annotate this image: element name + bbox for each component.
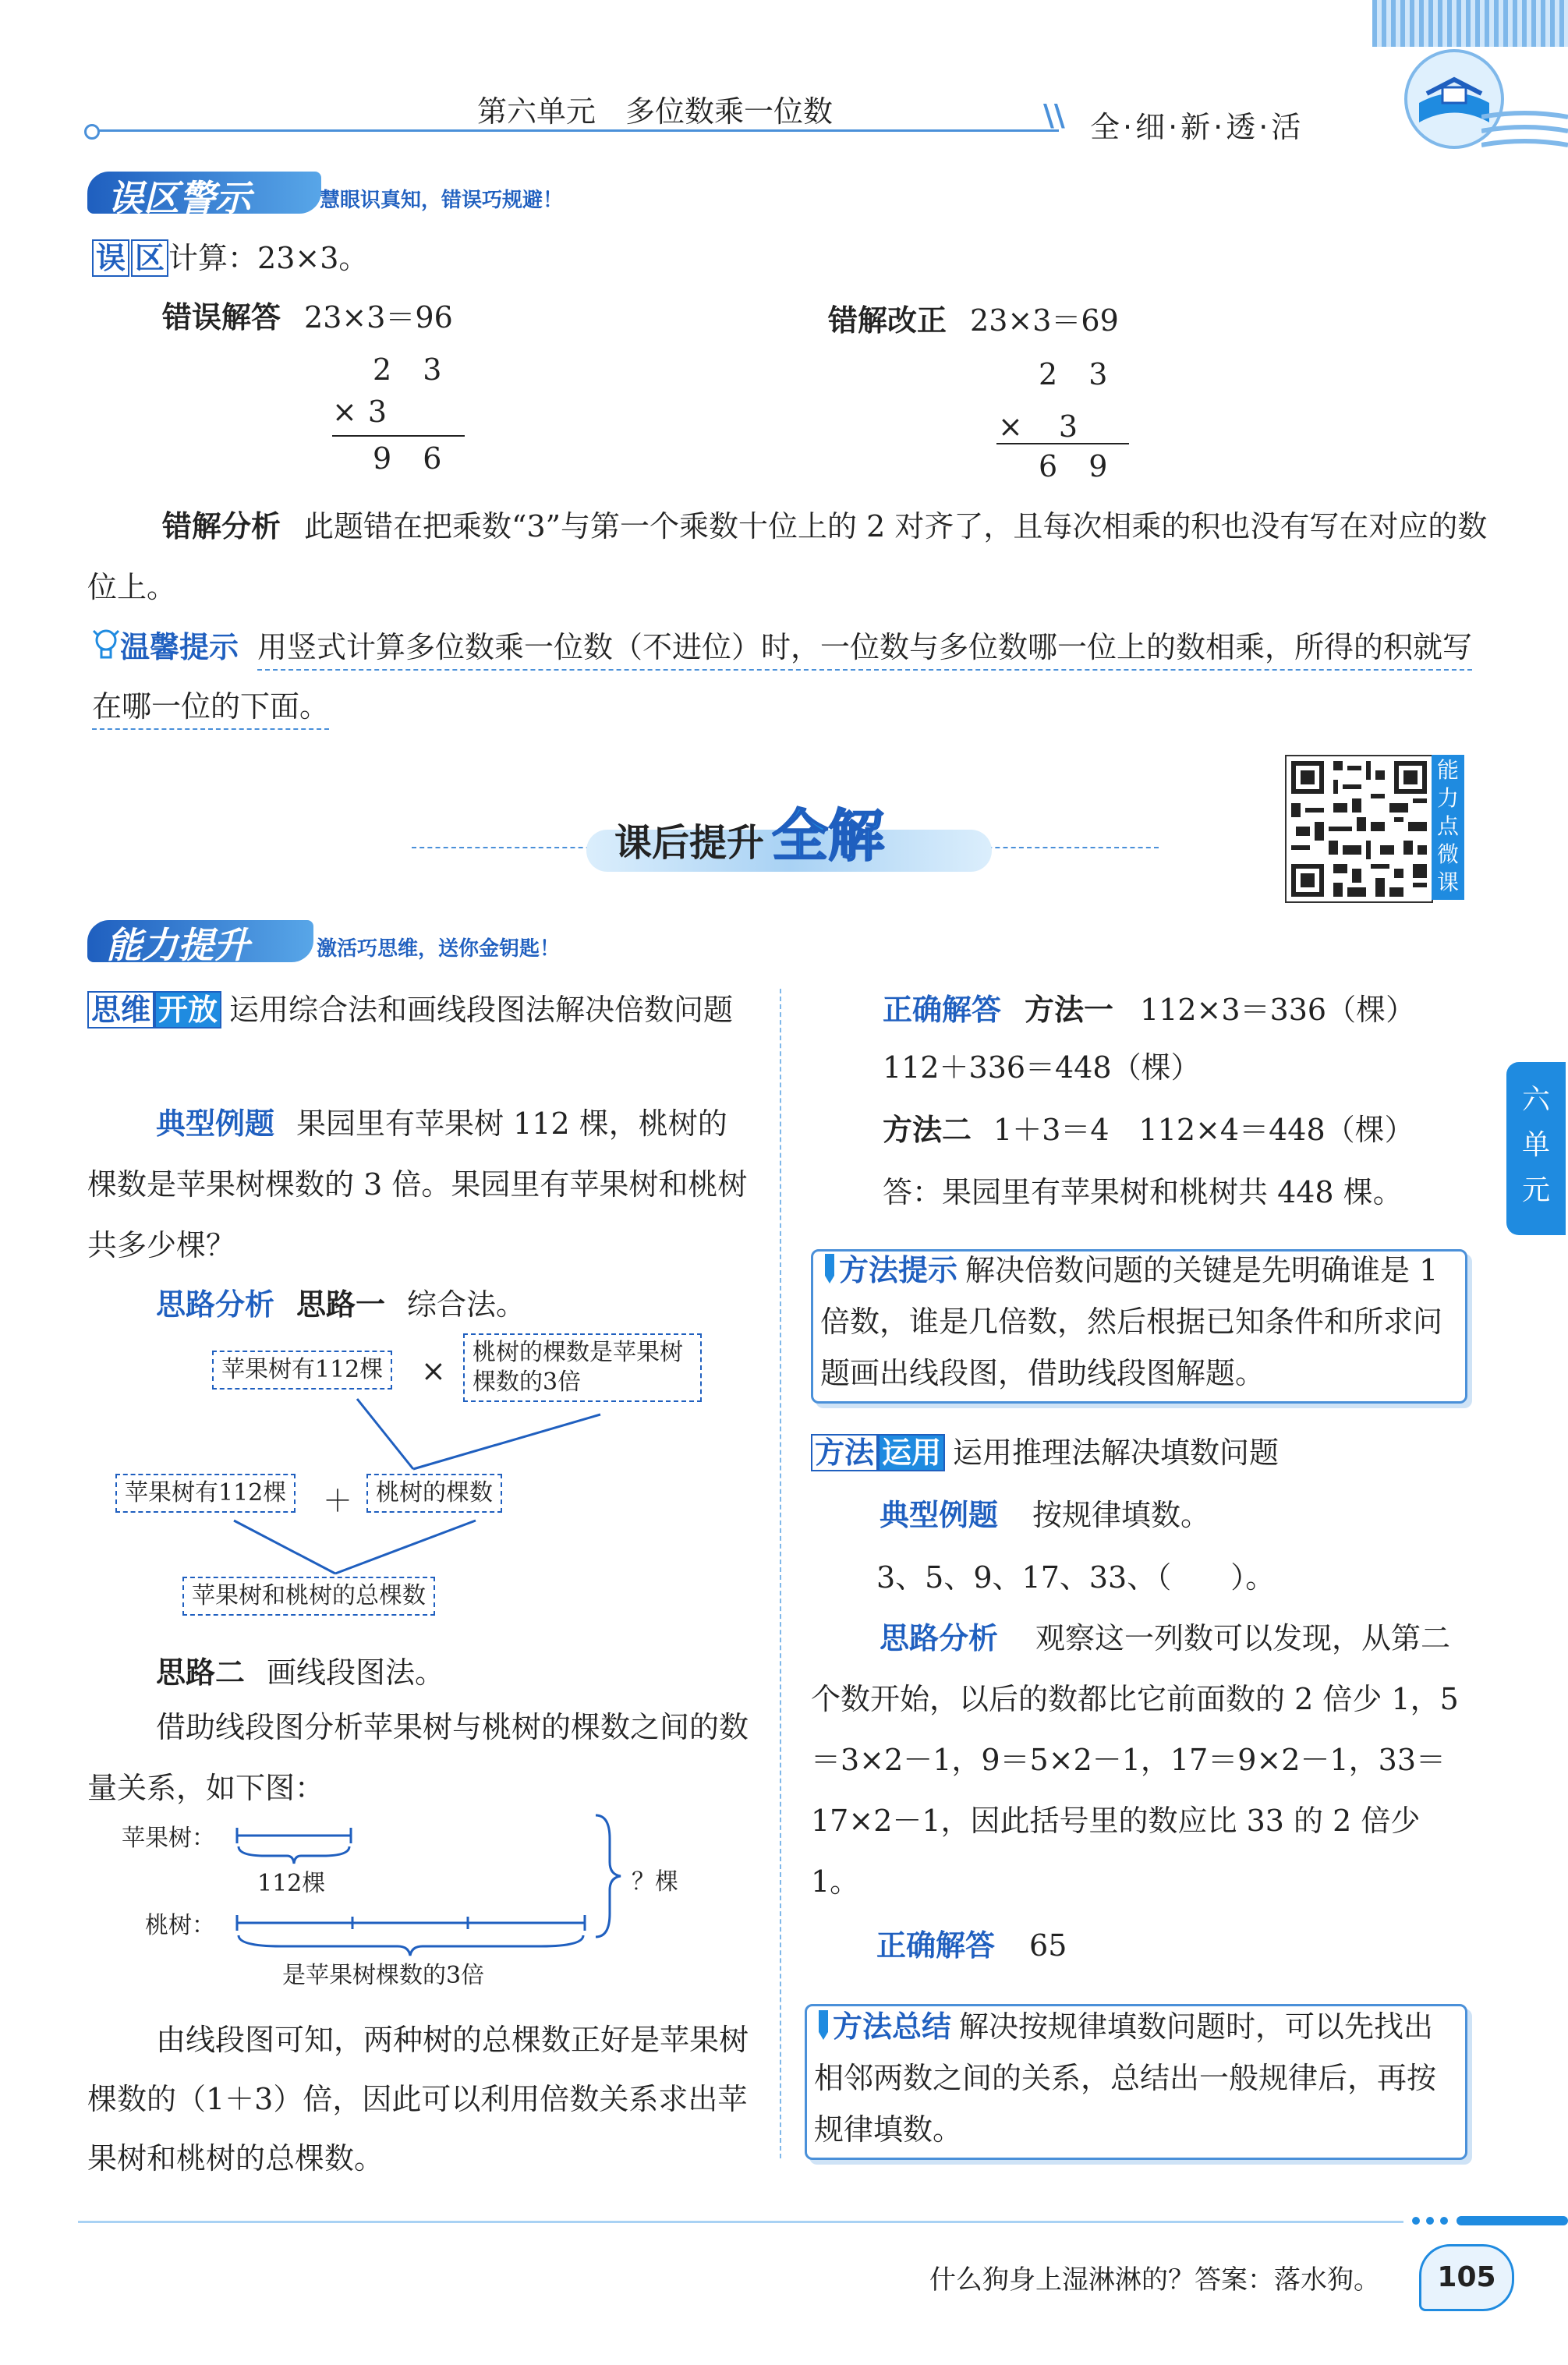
mistake-logo-title: 误区警示 [108, 177, 251, 219]
warm-tip-label: 温馨提示 [120, 630, 239, 664]
right-example-label: 典型例题 [880, 1498, 999, 1532]
segment-apple-value: 112棵 [257, 1870, 326, 1897]
number-sequence: 3、5、9、17、33、（ ）。 [876, 1560, 1276, 1595]
summary-text: 解决按规律填数问题时，可以先找出相邻两数之间的关系，总结出一般规律后，再按规律填数。 [814, 2009, 1437, 2147]
correct-answer-equation: 23×3＝69 [970, 303, 1119, 338]
qr-label-char: 点 [1436, 813, 1459, 839]
left-heading [87, 979, 750, 1040]
banner-line-right [979, 847, 1159, 848]
header-rule-dot [84, 124, 100, 140]
idea1-label: 思路一 [296, 1287, 386, 1322]
method1-label: 方法一 [1025, 993, 1114, 1027]
header-stripe [1372, 0, 1568, 47]
flow-op-multiply: × [421, 1354, 446, 1388]
right-answer-method1 [883, 979, 1415, 1040]
qr-label-char: 能 [1436, 757, 1459, 783]
flow-box-peach-ratio-text: 桃树的棵数是苹果树棵数的3倍 [473, 1339, 683, 1396]
right-heading [811, 1422, 1279, 1483]
hint-text-block [820, 1244, 1460, 1399]
flow-box-apple: 苹果树有112棵 [212, 1351, 392, 1390]
qr-label-char: 力 [1436, 785, 1459, 811]
banner-line-left [412, 847, 599, 848]
left-example-text: 果园里有苹果树 112 棵，桃树的棵数是苹果树棵数的 3 倍。果园里有苹果树和桃树共多少棵？ [87, 1106, 748, 1262]
idea2-desc: 借助线段图分析苹果树与桃树的棵数之间的数量关系，如下图： [87, 1710, 749, 1805]
tag-fangfa: 方法 [811, 1434, 878, 1471]
mistake-problem-line [92, 228, 368, 289]
wrong-answer-label: 错误解答 [162, 300, 281, 335]
idea2-label: 思路二 [156, 1655, 246, 1690]
idea2-line [156, 1642, 444, 1703]
slash-icon: \\ [1043, 98, 1065, 133]
idea2-text: 画线段图法。 [267, 1655, 445, 1690]
left-analysis-line [156, 1274, 526, 1335]
qr-code-icon[interactable] [1285, 755, 1433, 903]
right-heading-text: 运用推理法解决填数问题 [953, 1436, 1280, 1470]
warm-tip [92, 618, 1480, 736]
segment-peach-value: 是苹果树棵数的3倍 [282, 1962, 485, 1989]
lightbulb-icon [92, 622, 120, 653]
page-number: 105 [1437, 2261, 1496, 2293]
ability-logo-tagline: 激活巧思维，送你金钥匙！ [317, 937, 561, 961]
flow-box-apple-2: 苹果树有112棵 [115, 1474, 296, 1513]
left-heading-text: 运用综合法和画线段图法解决倍数问题 [229, 993, 734, 1027]
right-example-text: 按规律填数。 [1032, 1498, 1211, 1532]
right-answer2-value: 65 [1029, 1928, 1067, 1963]
flow-diagram [109, 1330, 733, 1627]
method1-line2: 112＋336＝448（棵） [883, 1050, 1201, 1085]
right-example [880, 1485, 1210, 1545]
right-answer-text: 答：果园里有苹果树和桃树共 448 棵。 [883, 1175, 1403, 1209]
flow-op-plus: ＋ [323, 1484, 353, 1518]
banner-title [614, 791, 884, 872]
mistake-logo [87, 165, 586, 220]
method2-line [883, 1099, 1414, 1160]
left-example [87, 1093, 750, 1276]
left-example-label: 典型例题 [156, 1106, 275, 1141]
segment-diagram [109, 1807, 764, 1987]
left-analysis-label: 思路分析 [156, 1287, 275, 1322]
tag-kaifang: 开放 [154, 991, 221, 1028]
wrong-answer-line [162, 287, 453, 348]
header-wave-lines [1481, 109, 1568, 148]
qr-label [1432, 755, 1464, 900]
banner-title-highlight: 全解 [772, 803, 885, 869]
qr-label-char: 课 [1436, 869, 1459, 895]
unit-title: 第六单元 多位数乘一位数 [477, 94, 834, 129]
hint-text: 解决倍数问题的关键是先明确谁是 1 倍数，谁是几倍数，然后根据已知条件和所求问题画出线段图，借助线段图解题。 [820, 1253, 1443, 1390]
mistake-analysis [87, 496, 1491, 618]
side-tab-char: 六 [1521, 1084, 1550, 1116]
flow-box-total: 苹果树和桃树的总棵数 [182, 1577, 435, 1616]
page-number-badge [1419, 2244, 1514, 2311]
summary-text-block [814, 2001, 1460, 2155]
side-tab-char: 元 [1521, 1174, 1550, 1206]
mistake-logo-tagline: 慧眼识真知，错误巧规避！ [320, 189, 564, 212]
side-tab-char: 单 [1521, 1129, 1550, 1161]
pencil-icon [814, 2006, 833, 2037]
left-conclusion: 由线段图可知，两种树的总棵数正好是苹果树棵数的（1＋3）倍，因此可以利用倍数关系求出苹果树和桃树的总棵数。 [87, 2023, 749, 2176]
wrong-calc-top: 2 3 [373, 352, 453, 387]
tag-yunyong: 运用 [878, 1434, 945, 1471]
flow-box-peach-count: 桃树的棵数 [366, 1474, 502, 1513]
warm-tip-text: 用竖式计算多位数乘一位数（不进位）时，一位数与多位数哪一位上的数相乘，所得的积就写在哪一位的下面。 [92, 630, 1472, 730]
mistake-analysis-label: 错解分析 [162, 509, 281, 543]
mistake-analysis-text: 此题错在把乘数“3”与第一个乘数十位上的 2 对齐了，且每次相乘的积也没有写在对应的数位上。 [87, 509, 1488, 604]
method2-text: 1＋3＝4 112×4＝448（棵） [993, 1113, 1414, 1147]
slogan: 全·细·新·透·活 [1090, 110, 1304, 144]
tag-siwei: 思维 [87, 991, 154, 1028]
right-answer-label: 正确解答 [883, 993, 1002, 1027]
header-rule [92, 129, 1059, 132]
correct-calc-top: 2 3 [1039, 357, 1119, 391]
tag-qu: 区 [131, 239, 168, 277]
hint-label: 方法提示 [839, 1253, 958, 1287]
segment-total: ？棵 [632, 1868, 678, 1896]
flow-box-peach-ratio [463, 1333, 702, 1402]
correct-calc-line [996, 443, 1129, 444]
right-answer2 [876, 1915, 1067, 1976]
correct-answer-line [828, 290, 1119, 351]
method1-line1: 112×3＝336（棵） [1140, 993, 1416, 1027]
tag-wu: 误 [92, 239, 129, 277]
ability-logo-title: 能力提升 [106, 924, 250, 966]
footer-dots [1410, 2213, 1568, 2229]
pencil-icon [820, 1249, 839, 1280]
wrong-calc-mid: ×3 [332, 395, 398, 429]
column-divider [780, 989, 781, 2158]
method2-label: 方法二 [883, 1113, 972, 1147]
footer-rule [78, 2221, 1403, 2223]
correct-calc-mid: × 3 [998, 409, 1081, 444]
right-analysis-label: 思路分析 [880, 1621, 999, 1655]
wrong-calc-line [332, 435, 465, 437]
ability-logo [87, 914, 618, 970]
right-answer2-label: 正确解答 [876, 1928, 996, 1963]
banner-title-main: 课后提升 [614, 821, 765, 865]
right-analysis [811, 1608, 1474, 1912]
right-analysis-text: 观察这一列数可以发现，从第二个数开始，以后的数都比它前面数的 2 倍少 1，5＝3×2－1，9＝5×2－1，17＝9×2－1，33＝17×2－1，因此括号里的数应比 33 的 2 倍少 1。 [811, 1621, 1459, 1899]
correct-answer-label: 错解改正 [828, 303, 947, 338]
footer-riddle: 什么狗身上湿淋淋的？答案：落水狗。 [929, 2264, 1380, 2296]
correct-calc-result: 6 9 [1039, 449, 1119, 483]
side-tab-unit6[interactable] [1506, 1062, 1566, 1235]
segment-apple-label: 苹果树： [122, 1825, 215, 1852]
wrong-calc-result: 9 6 [373, 441, 453, 476]
summary-label: 方法总结 [833, 2009, 952, 2044]
wrong-answer-equation: 23×3＝96 [304, 300, 453, 335]
segment-peach-label: 桃树： [145, 1912, 215, 1939]
qr-label-char: 微 [1436, 841, 1459, 867]
mistake-problem: 计算：23×3。 [168, 241, 369, 275]
idea1-text: 综合法。 [407, 1287, 526, 1322]
